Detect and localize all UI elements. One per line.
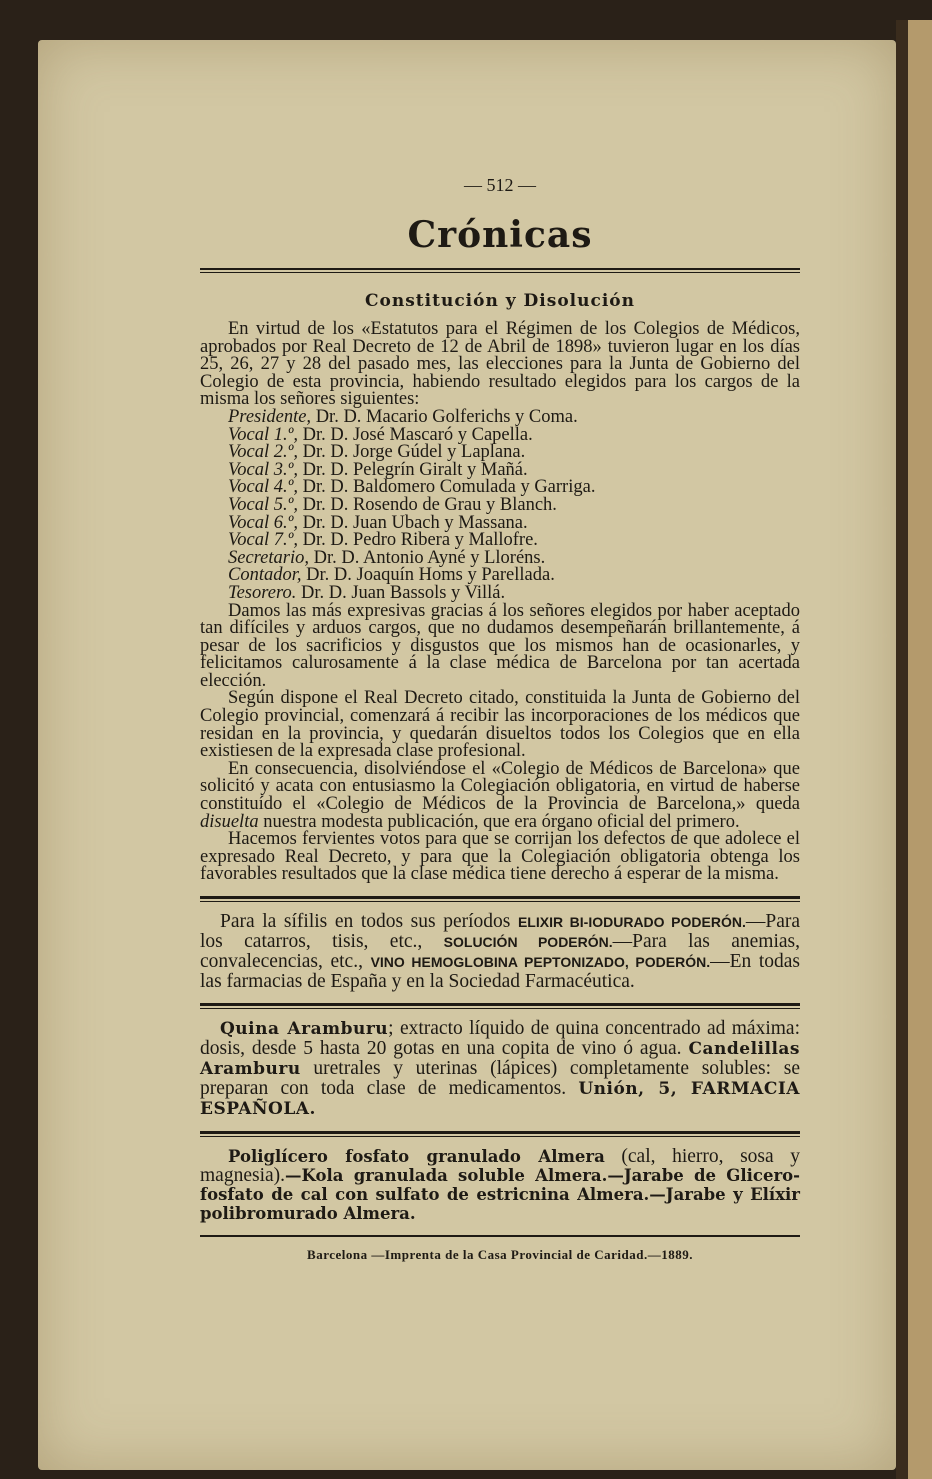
officer-item: Secretario, Dr. D. Antonio Ayné y Lloréns. [228, 547, 546, 568]
ad-rule-thin [200, 1136, 800, 1137]
ad-rule [200, 896, 800, 899]
advertisement-poderon: Para la sífilis en todos sus períodos ELIXIR BI-IODURADO PODERÓN.—Para los catarros, tisis, etc., SOLUCIÓN PODERÓN.—Para las anemias, convalecencias, etc., VINO HEMOGLOBINA PEPTONIZADO, PODERÓN.—En todas las farmacias de España y en la Sociedad Farmacéutica. [200, 911, 800, 992]
footer-rule [200, 1235, 800, 1237]
advertisement-almera: Poliglícero fosfato granulado Almera (cal, hierro, sosa y magnesia).—Kola granulada soluble Almera.—Jarabe de Glicero-fosfato de cal con sulfato de estricnina Almera.—Jarabe y Elíxir polibromurado Almera. [200, 1146, 800, 1223]
title-rule [200, 268, 800, 270]
advertisement-aramburu: Quina Aramburu; extracto líquido de quina concentrado ad máxima: dosis, desde 5 hasta 20 gotas en una copita de vino ó agua. Candelillas Aramburu uretrales y uterinas (lápices) completamente solubles: se preparan con toda clase de medicamentos. Unión, 5, FARMACIA ESPAÑOLA. [200, 1018, 800, 1119]
book-gutter [896, 20, 908, 1479]
officer-item: Contador, Dr. D. Joaquín Homs y Parellada. [228, 565, 555, 586]
ad-rule [200, 1003, 800, 1006]
officer-item: Vocal 5.º, Dr. D. Rosendo de Grau y Blanch. [228, 494, 557, 515]
section-title: Crónicas [407, 214, 593, 256]
title-rule-thin [200, 272, 800, 273]
officer-list [200, 406, 800, 603]
officer-item: Vocal 4.º, Dr. D. Baldomero Comulada y Garriga. [228, 477, 596, 498]
officer-item: Presidente, Dr. D. Macario Golferichs y Coma. [228, 406, 578, 427]
page-number: — 512 — [464, 175, 536, 195]
ad-rule-thin [200, 901, 800, 902]
dissolution-paragraph: En consecuencia, disolviéndose el «Colegio de Médicos de Barcelona» que solicitó y acata con entusiasmo la Colegiación obligatoria, en virtud de haberse constituído el «Colegio de Médicos de la Provincia de Barcelona,» queda disuelta nuestra modesta publicación, que era órgano oficial del primero. [200, 758, 800, 832]
thanks-paragraph: Damos las más expresivas gracias á los señores elegidos por haber aceptado tan difíciles y arduos cargos, que no dudamos desempeñarán brillantemente, á pesar de los sacrificios y disgustos que los mismos han de ocasionarles, y felicitamos calurosamente á la clase médica de Barcelona por tan acertada elección. [200, 600, 800, 691]
ad-rule [200, 1131, 800, 1134]
officer-item: Tesorero. Dr. D. Juan Bassols y Villá. [228, 582, 506, 603]
page-content [200, 170, 800, 1263]
officer-item: Vocal 1.º, Dr. D. José Mascaró y Capella. [228, 424, 533, 445]
ad-rule-thin [200, 1008, 800, 1009]
article-title: Constitución y Disolución [365, 291, 635, 311]
wishes-paragraph: Hacemos fervientes votos para que se corrijan los defectos de que adolece el expresado Real Decreto, y para que la Colegiación obligatoria obtenga los favorables resultados que la clase médica tiene derecho á esperar de la misma. [200, 829, 800, 885]
intro-paragraph: En virtud de los «Estatutos para el Régimen de los Colegios de Médicos, aprobados por Real Decreto de 12 de Abril de 1898» tuvieron lugar en los días 25, 26, 27 y 28 del pasado mes, las elecciones para la Junta de Gobierno del Colegio de esta provincia, habiendo resultado elegidos para los cargos de la misma los señores siguientes: [200, 319, 800, 410]
officer-item: Vocal 2.º, Dr. D. Jorge Gúdel y Laplana. [228, 442, 526, 463]
officer-item: Vocal 6.º, Dr. D. Juan Ubach y Massana. [228, 512, 528, 533]
officer-item: Vocal 3.º, Dr. D. Pelegrín Giralt y Mañá. [228, 459, 528, 480]
officer-item: Vocal 7.º, Dr. D. Pedro Ribera y Mallofre. [228, 530, 538, 551]
imprint: Barcelona —Imprenta de la Casa Provincial de Caridad.—1889. [307, 1247, 693, 1262]
decree-paragraph: Según dispone el Real Decreto citado, constituida la Junta de Gobierno del Colegio provincial, comenzará á recibir las incorporaciones de los médicos que residan en la provincia, y quedarán disueltos todos los Colegios que en ella existiesen de la expresada clase profesional. [200, 688, 800, 762]
next-page-edge [908, 20, 932, 1479]
